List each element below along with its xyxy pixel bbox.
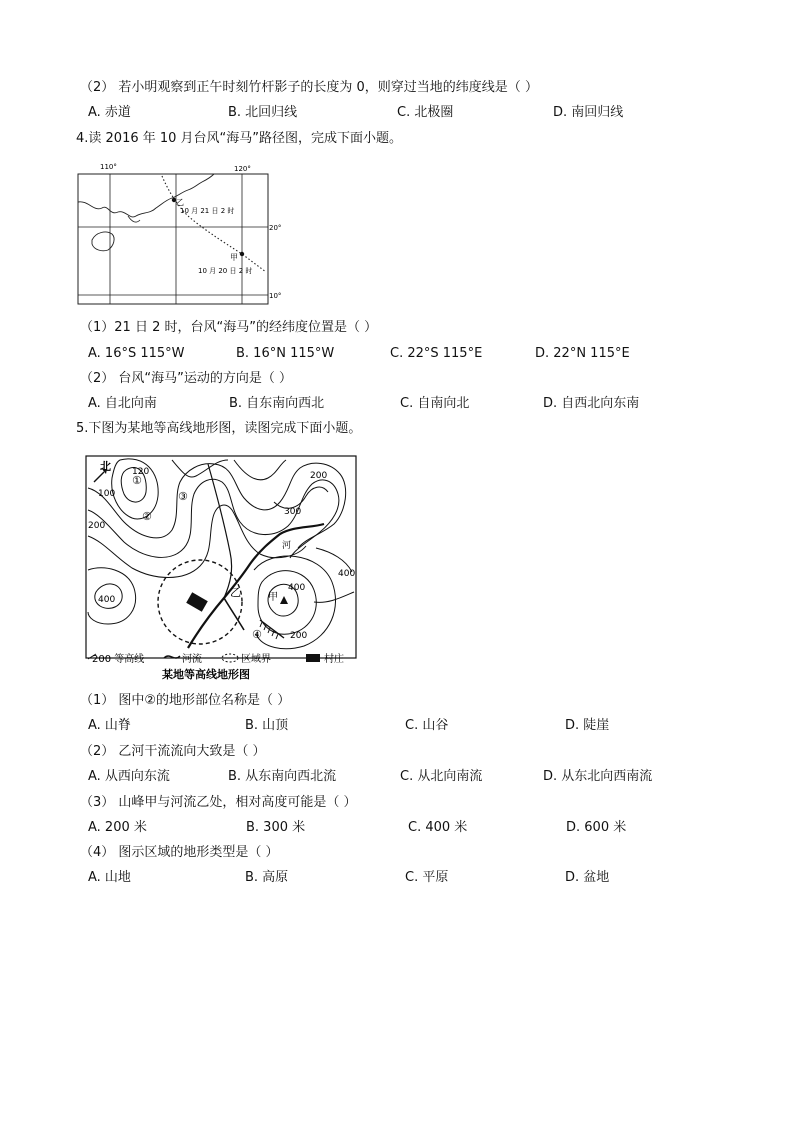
option-c: C. 自南向北: [400, 396, 470, 411]
contour-label-400: 400: [338, 569, 356, 579]
contour-label-400: 400: [288, 583, 306, 593]
contour-line: [88, 463, 346, 548]
option-c: C. 400 米: [408, 820, 468, 835]
legend-village-symbol: [306, 654, 320, 662]
option-a: A. 16°S 115°W: [88, 346, 185, 361]
question-4-2-stem: （2） 台风“海马”运动的方向是（ ）: [80, 371, 293, 386]
lon-110-label: 110°: [100, 163, 117, 171]
typhoon-path-map: [70, 160, 285, 308]
question-4-intro: 4.读 2016 年 10 月台风“海马”路径图，完成下面小题。: [76, 131, 403, 146]
legend-region: 区域界: [241, 654, 271, 665]
option-a: A. 赤道: [88, 105, 131, 120]
option-a: A. 200 米: [88, 820, 147, 835]
question-5-intro: 5.下图为某地等高线地形图，读图完成下面小题。: [76, 421, 362, 436]
option-a: A. 山地: [88, 870, 131, 885]
option-a: A. 山脊: [88, 718, 131, 733]
time-jia-label: 10 月 20 日 2 时: [198, 267, 253, 275]
river-yi-label: 乙: [230, 586, 241, 599]
question-5-2-stem: （2） 乙河干流流向大致是（ ）: [80, 744, 266, 759]
option-d: D. 600 米: [566, 820, 627, 835]
point-jia-marker: [240, 252, 244, 256]
question-5-4-stem: （4） 图示区域的地形类型是（ ）: [80, 845, 279, 860]
option-b: B. 自东南向西北: [229, 396, 325, 411]
lon-120-label: 120°: [234, 165, 251, 173]
legend-river: 河流: [182, 654, 202, 665]
option-c: C. 平原: [405, 870, 449, 885]
hainan-island: [92, 232, 114, 251]
question-5-1-stem: （1） 图中②的地形部位名称是（ ）: [80, 693, 291, 708]
question-3-2-stem: （2） 若小明观察到正午时刻竹杆影子的长度为 0，则穿过当地的纬度线是（ ）: [80, 80, 538, 95]
north-arrow-icon: [94, 472, 104, 482]
lat-20-label: 20°: [269, 224, 282, 232]
option-b: B. 300 米: [246, 820, 306, 835]
option-d: D. 从东北向西南流: [543, 769, 653, 784]
option-c: C. 山谷: [405, 718, 449, 733]
contour-label-300: 300: [284, 507, 302, 517]
marker-2-label: ②: [142, 510, 152, 523]
contour-label-200: 200: [88, 521, 106, 531]
option-c: C. 22°S 115°E: [390, 346, 483, 361]
legend-village: 村庄: [324, 654, 344, 665]
village-marker: [186, 592, 208, 611]
option-b: B. 高原: [245, 870, 289, 885]
option-b: B. 北回归线: [228, 105, 298, 120]
lat-10-label: 10°: [269, 292, 282, 300]
contour-label-200: 200: [310, 471, 328, 481]
question-5-3-stem: （3） 山峰甲与河流乙处，相对高度可能是（ ）: [80, 795, 357, 810]
option-d: D. 南回归线: [553, 105, 624, 120]
option-c: C. 从北向南流: [400, 769, 483, 784]
point-yi-label: 乙: [176, 198, 184, 207]
option-a: A. 自北向南: [88, 396, 157, 411]
time-yi-label: 10 月 21 日 2 时: [180, 207, 235, 215]
point-jia-label: 甲: [230, 253, 238, 262]
map-caption: 某地等高线地形图: [162, 668, 250, 681]
question-4-1-stem: （1）21 日 2 时，台风“海马”的经纬度位置是（ ）: [80, 320, 378, 335]
contour-label-200: 200: [290, 631, 308, 641]
marker-1-label: ①: [132, 474, 142, 487]
peak-marker-icon: [280, 596, 288, 604]
contour-label-100: 100: [98, 489, 116, 499]
peak-jia-label: 甲: [268, 592, 278, 603]
option-d: D. 自西北向东南: [543, 396, 640, 411]
option-c: C. 北极圈: [397, 105, 454, 120]
option-b: B. 16°N 115°W: [236, 346, 335, 361]
marker-4-label: ④: [252, 628, 262, 641]
marker-3-label: ③: [178, 490, 188, 503]
contour-map: [84, 452, 362, 684]
option-d: D. 22°N 115°E: [535, 346, 630, 361]
north-label: 北: [100, 460, 111, 473]
option-d: D. 盆地: [565, 870, 610, 885]
legend-contour: 200 等高线: [92, 654, 145, 665]
option-d: D. 陡崖: [565, 718, 610, 733]
typhoon-path: [162, 176, 266, 272]
option-b: B. 从东南向西北流: [228, 769, 337, 784]
contour-label-120: 120: [132, 467, 150, 477]
contour-label-400: 400: [98, 595, 116, 605]
river-label: 河: [282, 541, 292, 551]
option-b: B. 山顶: [245, 718, 289, 733]
option-a: A. 从西向东流: [88, 769, 170, 784]
